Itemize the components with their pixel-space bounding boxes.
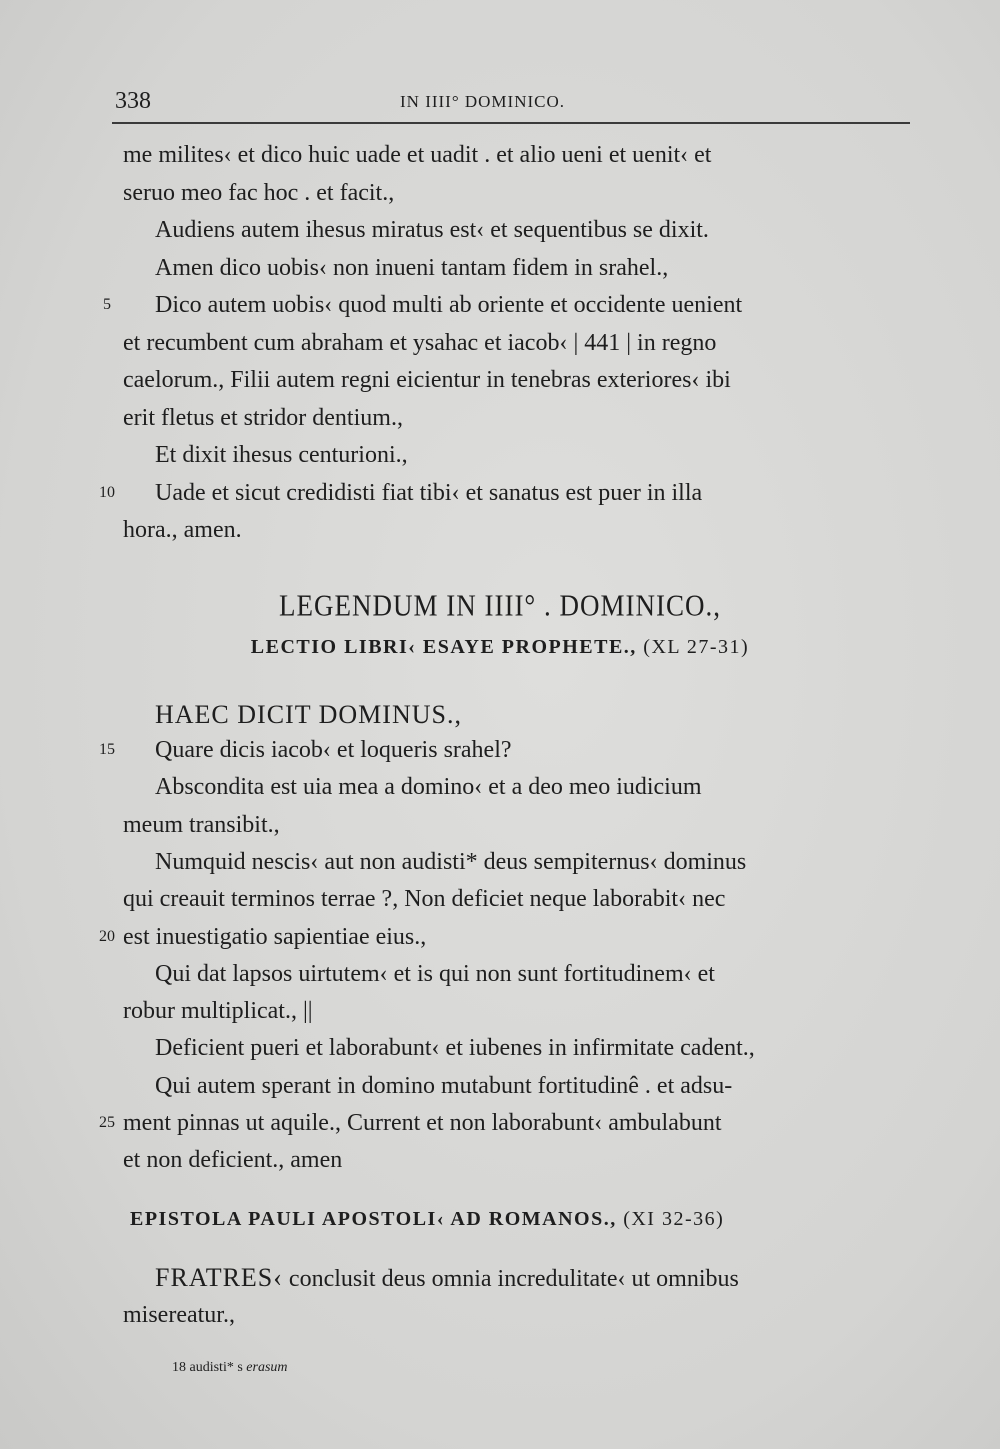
epistola-label: EPISTOLA PAULI APOSTOLI‹ AD ROMANOS., xyxy=(130,1208,617,1230)
epistola-reference: (XI 32-36) xyxy=(623,1208,725,1230)
line-number: 25 xyxy=(99,1114,115,1131)
footnote-text: 18 audisti* s xyxy=(172,1360,243,1375)
haec-dicit-line: HAEC DICIT DOMINUS., xyxy=(155,700,462,729)
text-line: Uade et sicut credidisti fiat tibi‹ et sanatus est puer in illa xyxy=(155,479,703,506)
line-number: 15 xyxy=(99,741,115,758)
footnote-italic: erasum xyxy=(246,1360,288,1375)
lectio-reference: (XL 27-31) xyxy=(643,636,750,658)
text-line: Dico autem uobis‹ quod multi ab oriente et occidente uenient xyxy=(155,292,743,318)
text-line: Abscondita est uia mea a domino‹ et a deo meo iudicium xyxy=(155,774,702,801)
text-line: ment pinnas ut aquile., Current et non laborabunt‹ ambulabunt xyxy=(123,1110,722,1136)
text-line: Deficient pueri et laborabunt‹ et iubenes in infirmitate cadent., xyxy=(155,1035,755,1062)
text-line: Numquid nescis‹ aut non audisti* deus sempiternus‹ dominus xyxy=(155,848,747,875)
text-line: hora., amen. xyxy=(123,517,242,543)
text-line: est inuestigatio sapientiae eius., xyxy=(123,923,427,950)
epistola-heading xyxy=(130,1208,920,1231)
text-line: et non deficient., amen xyxy=(123,1147,343,1174)
text-line: qui creauit terminos terrae ?, Non deficiet neque laborabit‹ nec xyxy=(123,886,726,913)
text-line: seruo meo fac hoc . et facit., xyxy=(123,179,395,206)
text-line: Qui dat lapsos uirtutem‹ et is qui non sunt fortitudinem‹ et xyxy=(155,960,715,987)
text-line: meum transibit., xyxy=(123,811,280,838)
text-line: caelorum., Filii autem regni eicientur in tenebras exteriores‹ ibi xyxy=(123,367,731,393)
header-rule xyxy=(112,122,910,124)
fratres-caps: FRATRES‹ xyxy=(155,1263,283,1292)
fratres-line xyxy=(155,1263,945,1294)
text-line: Quare dicis iacob‹ et loqueris srahel? xyxy=(155,737,512,763)
text-line: Amen dico uobis‹ non inueni tantam fidem in srahel., xyxy=(155,254,669,281)
line-number: 10 xyxy=(99,483,115,501)
fratres-rest: conclusit deus omnia incredulitate‹ ut omnibus xyxy=(288,1266,739,1292)
line-number: 5 xyxy=(103,296,111,313)
section-title: LEGENDUM IN IIII° . DOMINICO., xyxy=(279,587,721,623)
lectio-label: LECTIO LIBRI‹ ESAYE PROPHETE., xyxy=(250,636,637,658)
text-line: erit fletus et stridor dentium., xyxy=(123,404,403,431)
text-line: robur multiplicat., || xyxy=(123,998,313,1025)
footnote xyxy=(172,1360,288,1376)
text-line: Audiens autem ihesus miratus est‹ et sequentibus se dixit. xyxy=(155,217,709,243)
text-line: et recumbent cum abraham et ysahac et iacob‹ | 441 | in regno xyxy=(123,329,717,356)
page-number: 338 xyxy=(115,88,151,114)
text-line: me milites‹ et dico huic uade et uadit . et alio ueni et uenit‹ et xyxy=(123,142,712,168)
text-line: Et dixit ihesus centurioni., xyxy=(155,442,408,468)
page-header xyxy=(115,88,910,118)
lectio-heading xyxy=(0,636,1000,659)
running-head: IN IIII° DOMINICO. xyxy=(400,92,566,111)
text-line: Qui autem sperant in domino mutabunt fortitudinê . et adsu- xyxy=(155,1072,733,1099)
last-line: misereatur., xyxy=(123,1302,235,1328)
line-number: 20 xyxy=(99,927,115,945)
